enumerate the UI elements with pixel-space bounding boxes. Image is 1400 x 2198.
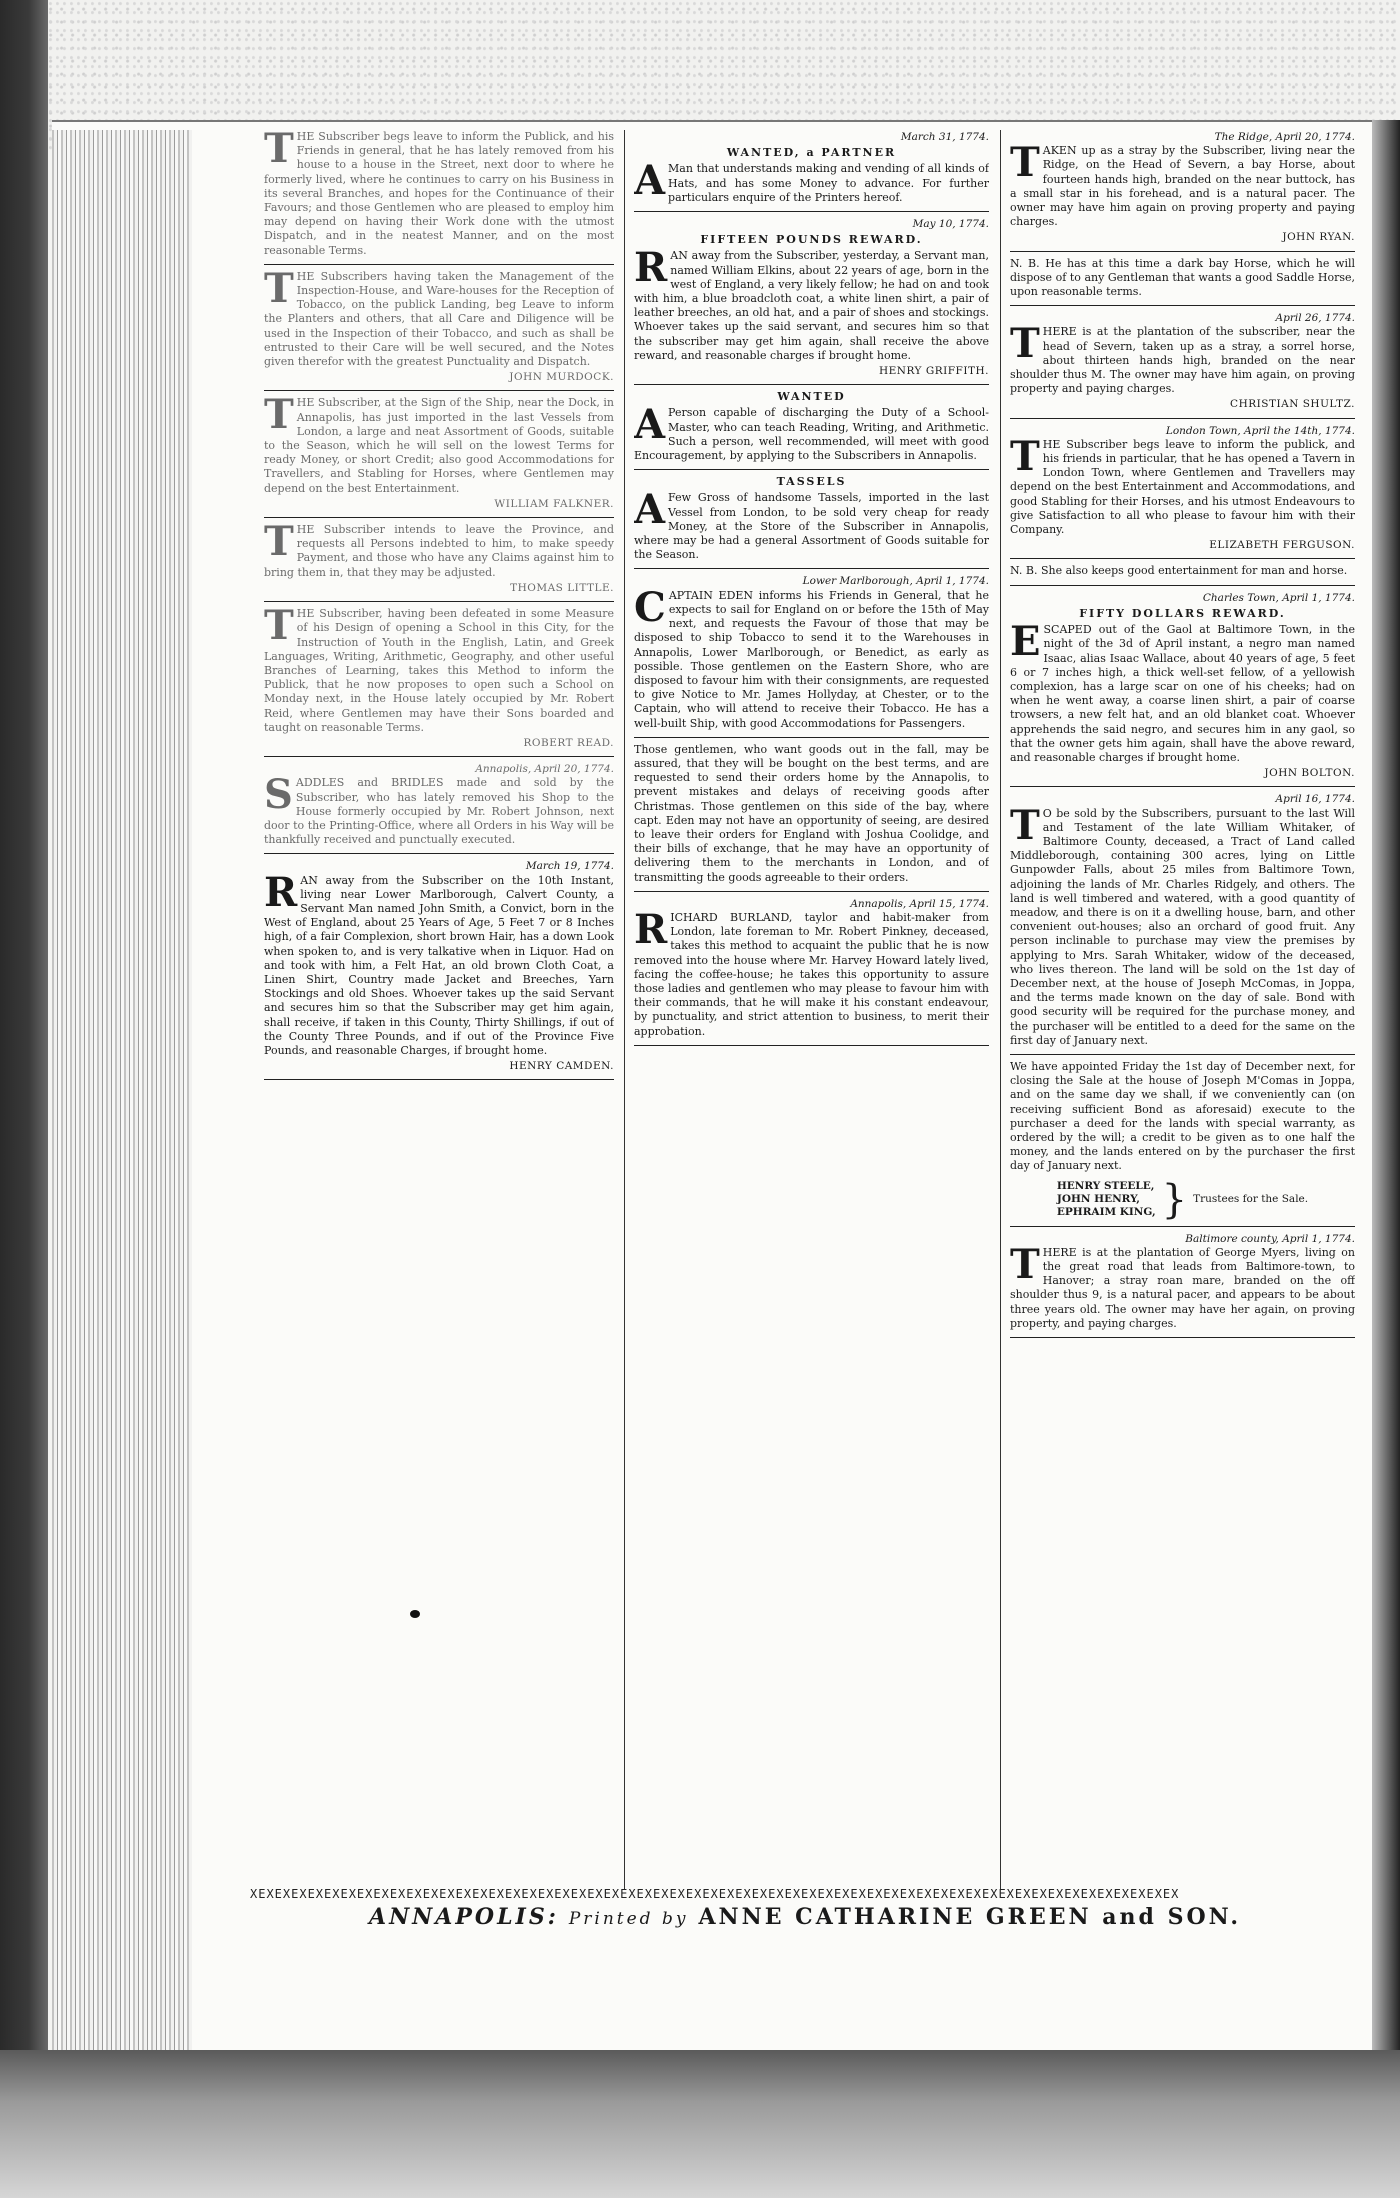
imprint-printed-by: Printed by (568, 1909, 689, 1929)
ad-text: O be sold by the Subscribers, pursuant to the last Will and Testament of the late William Whitaker, of Baltimore County, deceased, a Tract of Land called Middleborough, containing 300 acres, lying on Little Gunpowder Falls, about 25 miles from Baltimore Town, adjoining the lands of Mr. Charles Ridgely, and others. The land is well timbered and watered, with a good quantity of meadow, and there is on it a dwelling house, barn, and other convenient out-houses; also an orchard of good fruit. Any person inclinable to purchase may view the premises by applying to Mrs. Sarah Whitaker, widow of the deceased, who lives thereon. The land will be sold on the 1st day of December next, at the house of Joseph McComas, in Joppa, and the terms made known on the day of sale. Bond with good security will be required for the purchase money, and the purchaser will be entitled to a deed for the same on the first day of January next. (1010, 806, 1355, 1047)
ad-dateline: March 31, 1774. (900, 131, 989, 143)
ad-body (634, 486, 989, 562)
advertisement (634, 743, 989, 885)
ad-divider (1010, 786, 1355, 787)
scan-bottom-shadow (0, 2050, 1400, 2198)
ad-heading: TASSELS (776, 475, 847, 489)
advertisement (634, 390, 989, 463)
advertisement (264, 602, 614, 750)
ad-body (1010, 618, 1355, 765)
ad-divider (1010, 585, 1355, 586)
drop-cap: T (264, 602, 294, 650)
ad-body (1010, 139, 1355, 229)
drop-cap: T (1010, 1240, 1040, 1288)
trustee-role: Trustees for the Sale. (1193, 1193, 1309, 1206)
trustees-block (1010, 1176, 1355, 1223)
ad-divider (1010, 305, 1355, 306)
imprint-printer: ANNE CATHARINE GREEN and SON. (698, 1904, 1241, 1930)
ad-body (1010, 801, 1355, 1048)
drop-cap: T (1010, 320, 1040, 368)
ad-divider (264, 601, 614, 602)
ad-body (634, 157, 989, 205)
ad-text: HE Subscriber, at the Sign of the Ship, near the Dock, in Annapolis, has just imported in the last Vessels from London, a large and neat Assortment of Goods, suitable to the Season, which he will sell on the lowest Terms for ready Money, or short Credit; also good Accommodations for Travellers, and Stabling for Horses, where Gentlemen may depend on the best Entertainment. (264, 396, 614, 495)
advertisement (264, 264, 614, 385)
column-3 (1010, 130, 1355, 1890)
brace-glyph: } (1161, 1176, 1188, 1223)
ad-divider (634, 891, 989, 892)
ad-dateline: Lower Marlborough, April 1, 1774. (802, 575, 989, 588)
ad-text: APTAIN EDEN informs his Friends in General, that he expects to sail for England on or before the 15th of May next, and requests the Favour of those that may be disposed to ship Tobacco to send it to the Warehouses in Annapolis, Lower Marlborough, or Benedict, as early as possible. Those gentlemen on the Eastern Shore, who are disposed to favour him with their consignments, are requested to give Notice to Mr. James Hollyday, at Chester, or to the Captain, who will attend to receive their Tobacco. He has a well-built Ship, with good Accommodations for Passengers. (634, 588, 989, 730)
ad-heading: WANTED (777, 390, 846, 404)
advertisement-columns (250, 130, 1360, 1890)
ad-divider (634, 568, 989, 569)
ad-body (1010, 1240, 1355, 1331)
advertisement (1010, 792, 1355, 1048)
ad-body (1010, 257, 1355, 300)
advertisement (1010, 591, 1355, 781)
ad-signature: CHRISTIAN SHULTZ. (1230, 398, 1355, 411)
drop-cap: E (1010, 618, 1041, 666)
advertisement (1010, 311, 1355, 411)
drop-cap: C (634, 583, 666, 631)
ad-dateline: Annapolis, April 15, 1774. (850, 897, 989, 910)
advertisement (264, 859, 614, 1073)
book-spine-edge (52, 130, 192, 2060)
advertisement (634, 475, 989, 562)
drop-cap: T (1010, 432, 1040, 480)
ad-heading: FIFTY DOLLARS REWARD. (1079, 606, 1286, 620)
ad-body (1010, 432, 1355, 537)
drop-cap: T (1010, 801, 1040, 849)
ad-dateline: Annapolis, April 20, 1774. (475, 763, 614, 776)
ad-body (264, 518, 614, 580)
ad-text: ICHARD BURLAND, taylor and habit-maker from London, late foreman to Mr. Robert Pinkney, deceased, takes this method to acquaint the public that he is now removed into the house where Mr. Harvey Howard lately lived, facing the coffee-house; he takes this opportunity to assure those ladies and gentlemen who may please to favour him with their commands, that he will make it his constant endeavour, by punctuality, and strict attention to business, to merit their approbation. (634, 910, 989, 1038)
ad-text: ADDLES and BRIDLES made and sold by the Subscriber, who has lately removed his Shop to the House formerly occupied by Mr. Robert Johnson, next door to the Printing-Office, where all Orders in his Way will be thankfully received and punctually executed. (264, 776, 614, 847)
trustee-name: JOHN HENRY, (1056, 1193, 1140, 1206)
drop-cap: A (634, 157, 666, 205)
advertisement (1010, 257, 1355, 300)
drop-cap: T (1010, 139, 1040, 187)
ad-dateline: April 16, 1774. (1275, 793, 1355, 806)
advertisement (264, 518, 614, 595)
ad-body (634, 583, 989, 731)
advertisement (264, 130, 614, 258)
ad-body (634, 244, 989, 363)
ornamental-rule: XEXEXEXEXEXEXEXEXEXEXEXEXEXEXEXEXEXEXEXEXEXEXEXEXEXEXEXEXEXEXEXEXEXEXEXEXEXEXEXEXEXEXEXEXEXEXEXEXEXEXEXEXEXEXEXEX (250, 1888, 1180, 1900)
drop-cap: T (264, 518, 294, 566)
advertisement (634, 130, 989, 205)
drop-cap: T (264, 391, 294, 439)
ad-text: HERE is at the plantation of George Myers, living on the great road that leads from Baltimore-town, to Hanover; a stray roan mare, branded on the off shoulder thus 9, is a natural pacer, and appears to be about three years old. The owner may have her again, on proving property, and paying charges. (1010, 1245, 1355, 1330)
ad-body (264, 602, 614, 735)
imprint-place: ANNAPOLIS: (369, 1904, 559, 1930)
ad-signature: JOHN RYAN. (1282, 231, 1355, 244)
ad-signature: ROBERT READ. (523, 736, 614, 749)
ad-signature: JOHN MURDOCK. (509, 371, 614, 384)
ad-divider (1010, 1337, 1355, 1338)
ad-divider (1010, 558, 1355, 559)
ad-divider (264, 517, 614, 518)
advertisement (1010, 424, 1355, 553)
ad-signature: JOHN BOLTON. (1264, 767, 1355, 780)
drop-cap: A (634, 401, 666, 449)
scanner-left-edge (0, 0, 48, 2198)
drop-cap: T (264, 264, 294, 312)
ad-body (1010, 564, 1355, 578)
ad-divider (634, 469, 989, 470)
ad-text: HERE is at the plantation of the subscriber, near the head of Severn, taken up as a stray, a sorrel horse, about thirteen hands high, branded on the near shoulder thus M. The owner may have him again, on proving property and paying charges. (1010, 325, 1355, 396)
ad-dateline: Charles Town, April 1, 1774. (1202, 591, 1355, 604)
ad-body (634, 401, 989, 463)
ad-divider (1010, 1054, 1355, 1055)
ad-divider (1010, 251, 1355, 252)
ad-body (264, 868, 614, 1059)
ink-blot (410, 1610, 420, 1618)
ad-text: AN away from the Subscriber, yesterday, a Servant man, named William Elkins, about 22 years of age, born in the west of England, a very likely fellow; he had on and took with him, a blue broadcloth coat, a white linen shirt, a pair of leather breeches, an old hat, and a pair of shoes and stockings. Whoever takes up the said servant, and secures him so that the subscriber may get him again, shall receive the above reward, and reasonable charges if brought home. (634, 249, 989, 362)
ad-text: AKEN up as a stray by the Subscriber, living near the Ridge, on the Head of Severn, a bay Horse, about fourteen hands high, branded on the near buttock, has a small star in his forehead, and is a natural pacer. The owner may have him again on proving property and paying charges. (1010, 144, 1355, 229)
advertisement (1010, 564, 1355, 578)
ad-divider (264, 390, 614, 391)
advertisement (1010, 1060, 1355, 1174)
ad-signature: ELIZABETH FERGUSON. (1209, 539, 1355, 552)
trustee-name: HENRY STEELE, (1056, 1180, 1155, 1193)
scanner-right-edge (1372, 120, 1400, 2050)
ad-text: Man that understands making and vending of all kinds of Hats, and has some Money to advance. For further particulars enquire of the Printers hereof. (668, 162, 989, 204)
ad-body (1010, 1060, 1355, 1174)
ad-dateline: May 10, 1774. (912, 218, 989, 231)
ad-text: N. B. She also keeps good entertainment for man and horse. (1010, 564, 1348, 578)
ad-signature: WILLIAM FALKNER. (494, 497, 614, 510)
ad-divider (634, 384, 989, 385)
ad-divider (1010, 418, 1355, 419)
ad-dateline: London Town, April the 14th, 1774. (1165, 424, 1355, 437)
ad-text: AN away from the Subscriber on the 10th Instant, living near Lower Marlborough, Calvert County, a Servant Man named John Smith, a Convict, born in the West of England, about 25 Years of Age, 5 Feet 7 or 8 Inches high, of a fair Complexion, short brown Hair, has a down Look when spoken to, and is very talkative when in Liquor. Had on and took with him, a Felt Hat, an old brown Cloth Coat, a Linen Shirt, Country made Jacket and Breeches, Yarn Stockings and old Shoes. Whoever takes up the said Servant and secures him so that the Subscriber may get him again, shall receive, if taken in this County, Thirty Shillings, if out of the County Three Pounds, and if out of the Province Five Pounds, and reasonable Charges, if brought home. (264, 873, 614, 1057)
ad-body (264, 130, 614, 258)
advertisement (634, 897, 989, 1039)
ad-heading: FIFTEEN POUNDS REWARD. (700, 233, 923, 247)
ad-signature: HENRY CAMDEN. (509, 1060, 614, 1073)
ad-dateline: The Ridge, April 20, 1774. (1214, 131, 1355, 143)
column-rule (1000, 130, 1001, 1890)
drop-cap: R (634, 905, 668, 953)
ad-text: Few Gross of handsome Tassels, imported in the last Vessel from London, to be sold very cheap for ready Money, at the Store of the Subscriber in Annapolis, where may be had a general Assortment of Goods suitable for the Season. (634, 491, 989, 562)
ad-text: SCAPED out of the Gaol at Baltimore Town, in the night of the 3d of April instant, a negro man named Isaac, alias Isaac Wallace, about 40 years of age, 5 feet 6 or 7 inches high, a thick well-set fellow, of a yellowish complexion, has a large scar on one of his cheeks; had on when he went away, a coarse linen shirt, a pair of coarse trowsers, a new felt hat, and an old blanket coat. Whoever apprehends the said negro, and secures him in any gaol, so that the owner gets him again, shall have the above reward, and reasonable charges if brought home. (1010, 623, 1355, 764)
ad-divider (264, 1079, 614, 1080)
ad-text: HE Subscriber begs leave to inform the publick, and his friends in particular, that he has opened a Tavern in London Town, where Gentlemen and Travellers may depend on the best Entertainment and Accommodations, and good Stabling for their Horses, and his utmost Endeavours to give Satisfaction to all who please to favour him with their Company. (1010, 437, 1355, 537)
ad-divider (264, 264, 614, 265)
column-rule (624, 130, 625, 1890)
ad-body (634, 905, 989, 1039)
printer-imprint (250, 1904, 1360, 1944)
ad-divider (634, 737, 989, 738)
ad-divider (264, 853, 614, 854)
ad-signature: HENRY GRIFFITH. (878, 365, 989, 378)
ad-body (1010, 320, 1355, 396)
ad-text: Person capable of discharging the Duty of a School-Master, who can teach Reading, Writing, and Arithmetic. Such a person, well recommended, will meet with good Encouragement, by applying to the Subscribers in Annapolis. (634, 406, 989, 463)
ad-body (264, 771, 614, 847)
ad-body (264, 391, 614, 495)
drop-cap: R (264, 868, 298, 916)
drop-cap: R (634, 244, 668, 292)
ad-text: HE Subscriber intends to leave the Province, and requests all Persons indebted to him, to make speedy Payment, and those who have any Claims against him to bring them in, that they may be adjusted. (264, 523, 614, 579)
ad-text: HE Subscriber, having been defeated in some Measure of his Design of opening a School in this City, for the Instruction of Youth in the English, Latin, and Greek Languages, Writing, Arithmetic, Geography, and other useful Branches of Learning, takes this Method to inform the Publick, that he now proposes to open such a School on Monday next, in the House lately occupied by Mr. Robert Reid, where Gentlemen may have their Sons boarded and taught on reasonable Terms. (264, 607, 614, 734)
ad-text: HE Subscriber begs leave to inform the Publick, and his Friends in general, that he has lately removed from his house to a house in the Street, next door to where he formerly lived, where he continues to carry on his Business in its several Branches, and hopes for the Continuance of their Favours; and those Gentlemen who are pleased to employ him may depend on having their Work done with the utmost Dispatch, and in the neatest Manner, and on the most reasonable Terms. (264, 130, 614, 257)
advertisement (264, 762, 614, 847)
ad-dateline: April 26, 1774. (1275, 312, 1355, 325)
ad-divider (634, 1045, 989, 1046)
trustee-name: EPHRAIM KING, (1056, 1206, 1156, 1219)
ad-dateline: Baltimore county, April 1, 1774. (1185, 1232, 1355, 1245)
ad-divider (264, 756, 614, 757)
ad-text: Those gentlemen, who want goods out in the fall, may be assured, that they will be bought on the best terms, and are requested to send their orders home by the Annapolis, to prevent mistakes and delays of receiving goods after Christmas. Those gentlemen on this side of the bay, where capt. Eden may not have an opportunity of seeing, are desired to leave their orders for England with Joshua Coolidge, and their bills of exchange, that he may have an opportunity of delivering them to the merchants in London, and of transmitting the goods agreeable to their orders. (634, 742, 989, 884)
ad-divider (634, 211, 989, 212)
ad-divider (1010, 1226, 1355, 1227)
ad-dateline: March 19, 1774. (525, 860, 614, 873)
ad-text: HE Subscribers having taken the Management of the Inspection-House, and Ware-houses for the Reception of Tobacco, on the publick Landing, beg Leave to inform the Planters and others, that all Care and Diligence will be used in the Inspection of their Tobacco, and such as shall be entrusted to their Care will be well secured, and the Notes given therefor with the greatest Punctuality and Dispatch. (264, 269, 614, 369)
ad-body (634, 743, 989, 885)
drop-cap: A (634, 486, 666, 534)
advertisement (1010, 1232, 1355, 1331)
advertisement (264, 391, 614, 511)
drop-cap: S (264, 771, 293, 819)
ad-text: N. B. He has at this time a dark bay Horse, which he will dispose of to any Gentleman that wants a good Saddle Horse, upon reasonable terms. (1010, 256, 1355, 299)
ad-heading: WANTED, a PARTNER (726, 146, 897, 160)
column-1 (264, 130, 614, 1890)
advertisement (634, 217, 989, 378)
column-2 (634, 130, 989, 1890)
advertisement (1010, 130, 1355, 245)
trustee-names (1057, 1180, 1156, 1219)
drop-cap: T (264, 130, 294, 172)
ad-body (264, 264, 614, 369)
advertisement (634, 574, 989, 730)
ad-text: We have appointed Friday the 1st day of December next, for closing the Sale at the house of Joseph M'Comas in Joppa, and on the same day we shall, if we conveniently can (on receiving sufficient Bond as aforesaid) execute to the purchaser a deed for the lands with special warranty, as ordered by the will; a credit to be given as to one half the money, and the lands entered on by the purchaser the first day of January next. (1010, 1059, 1355, 1173)
ad-signature: THOMAS LITTLE. (510, 581, 614, 594)
